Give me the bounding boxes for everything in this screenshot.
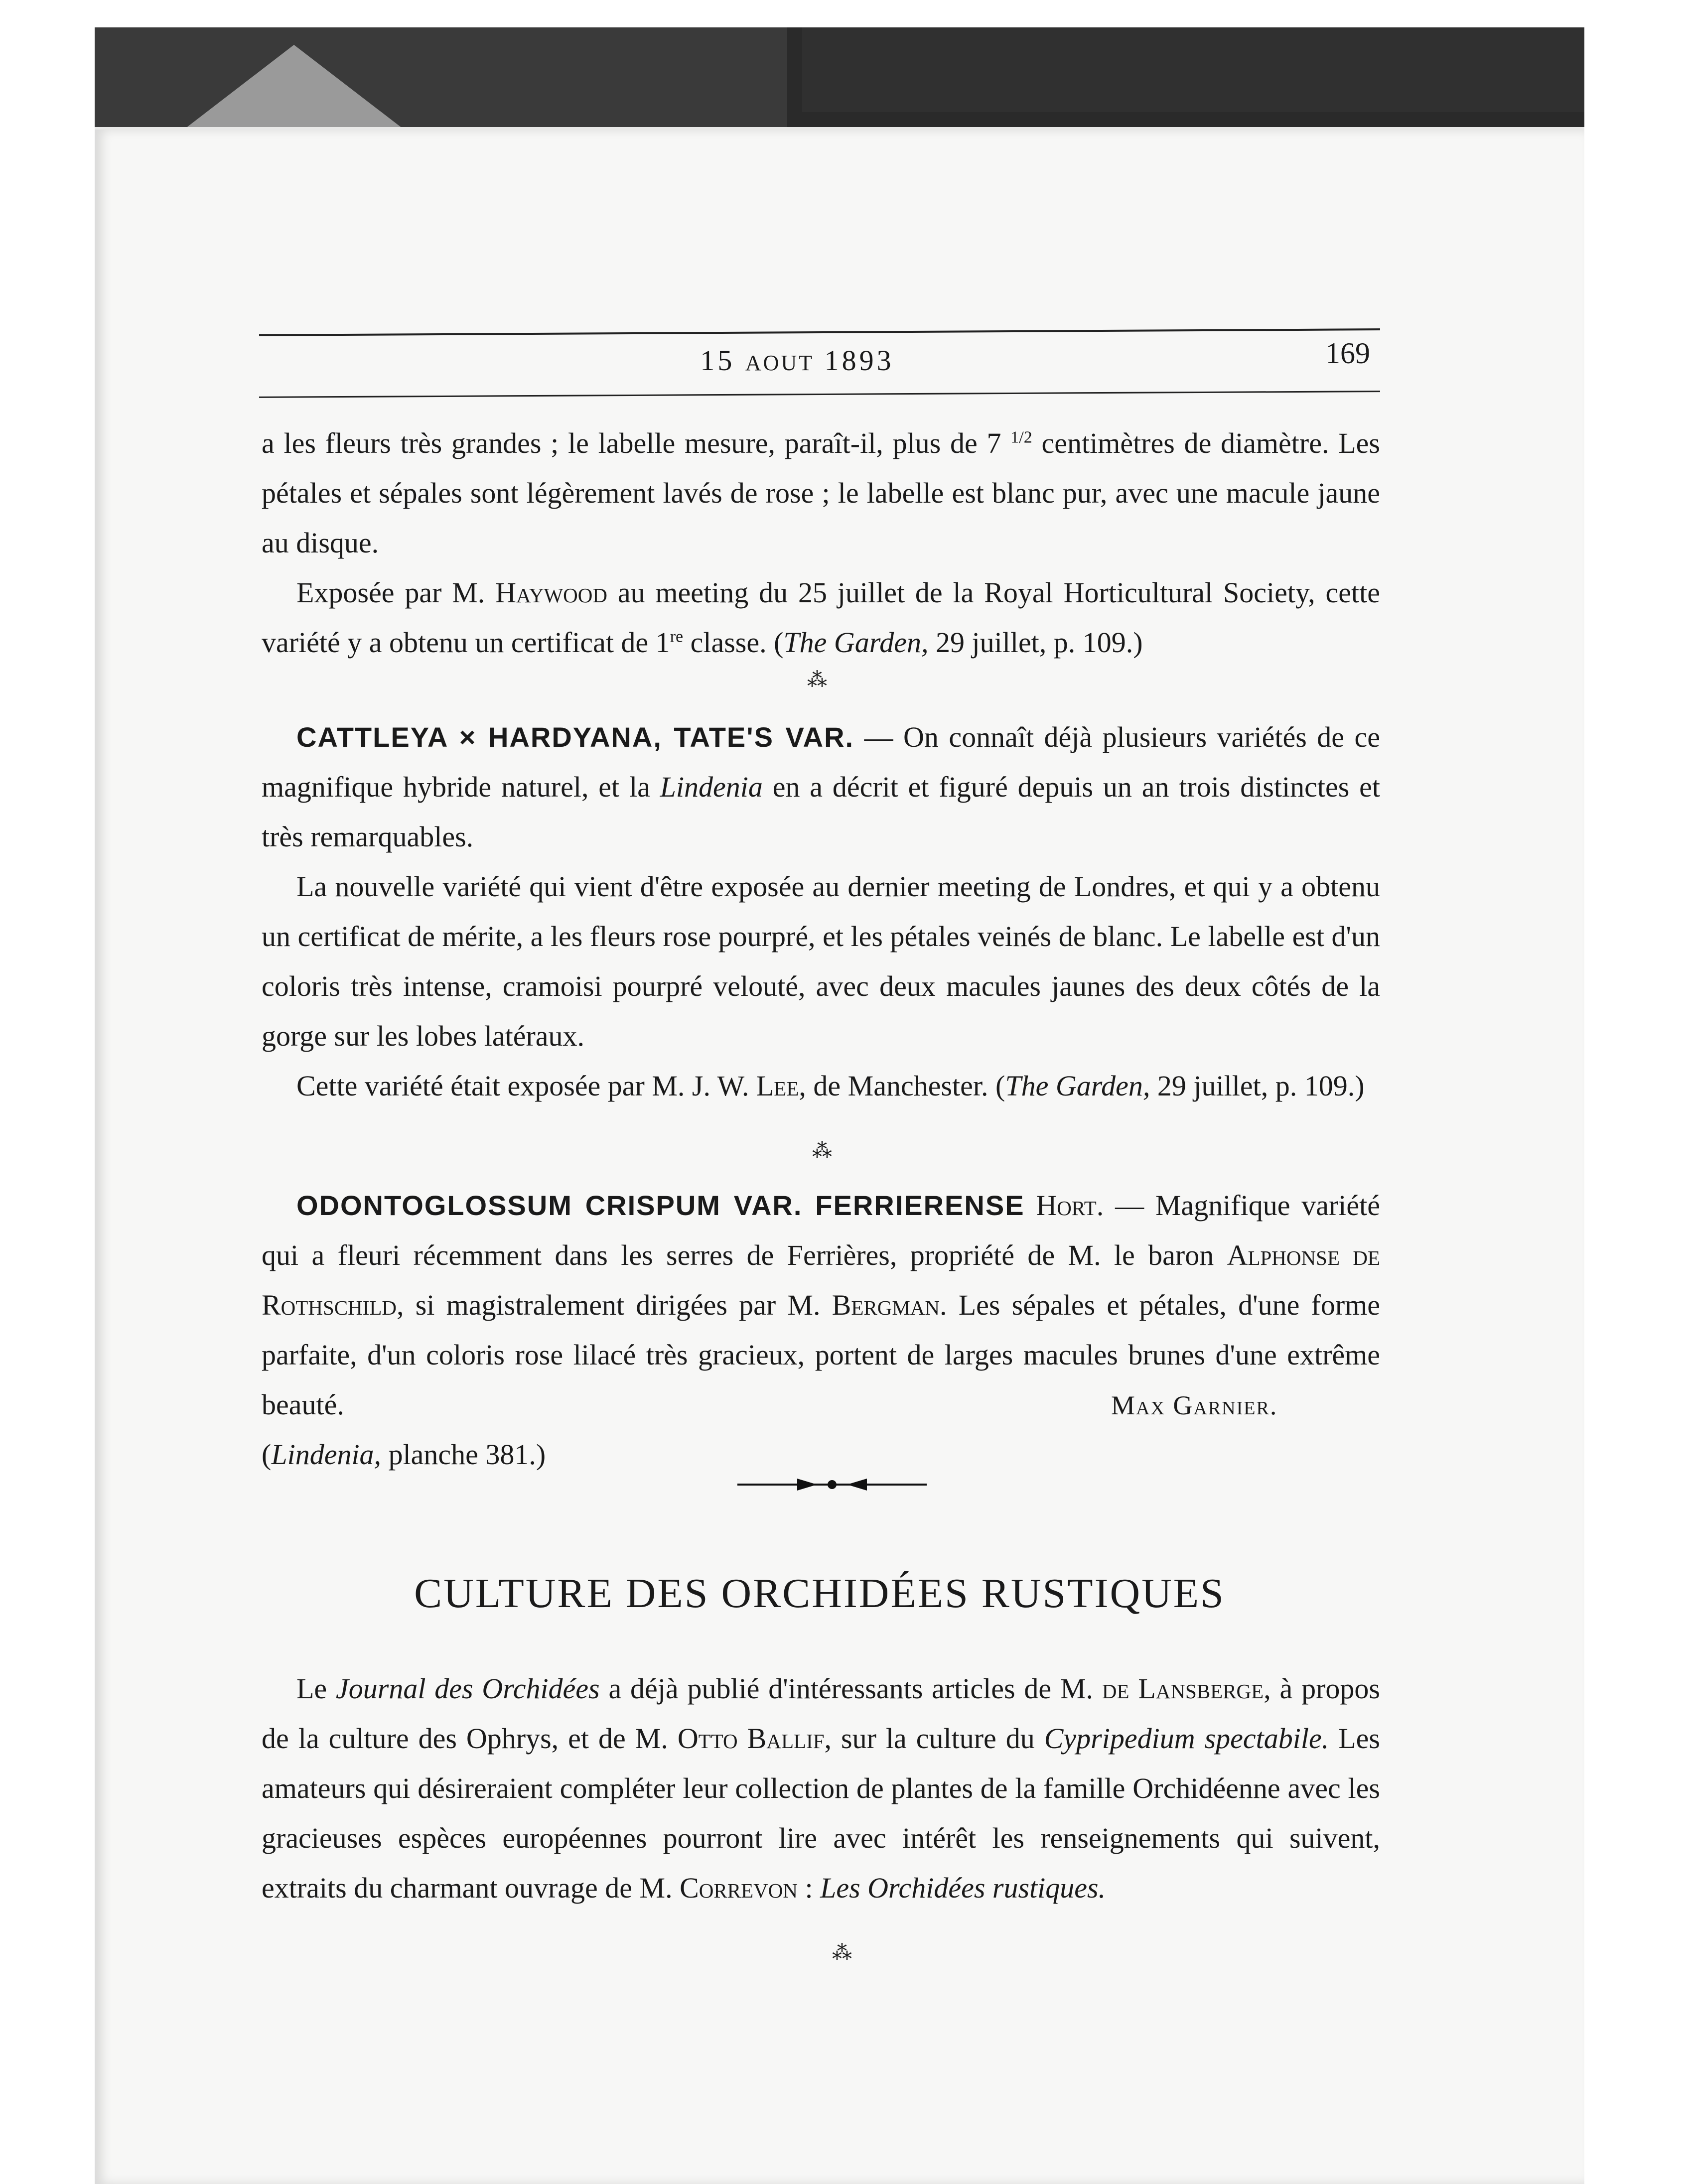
scanner-cover-right [802,27,1584,112]
header-date: 15 AOUT 1893 [700,344,894,377]
ornament-divider [737,1475,927,1495]
paragraph-7: Le Journal des Orchidées a déjà publié d'intéressants articles de M. de Lansberge, à propos de la culture des Ophrys, et de M. Otto Ballif, sur la culture du Cypripedium spectabile. Les amateurs qui désireraient compléter leur collection de plantes de la famille Orchidéenne avec les gracieuses espèces européennes pourront lire avec intérêt les renseignements qui suivent, extraits du charmant ouvrage de M. Correvon : Les Orchidées rustiques. [262,1672,1381,1904]
asterism-1: ⁂ [807,669,827,691]
page-number: 169 [1325,337,1370,370]
signature: Max Garnier. [1111,1390,1278,1420]
paragraph-1: a les fleurs très grandes ; le labelle mesure, paraît-il, plus de 7 $^{1/2}$ centimètres de diamètre. Les pétales et sépales sont légèrement lavés de rose ; le labelle est blanc pur, avec une macule jaune au disque. [262,427,1380,559]
paragraph-6: ODONTOGLOSSUM CRISPUM VAR. FERRIERENSE Hort. — Magnifique variété qui a fleuri récemment dans les serres de Ferrières, propriété de M. le baron Alphonse de Rothschild, si magistralement dirigées par M. Bergman. Les sépales et pétales, d'une forme parfaite, d'un coloris rose lilacé très gracieux, portent de larges macules brunes d'une extrême beauté. (Lindenia, planche 381.) [262,1189,1380,1471]
section-title: CULTURE DES ORCHIDÉES RUSTIQUES [414,1570,1225,1617]
paragraph-5: Cette variété était exposée par M. J. W. Lee, de Manchester. (The Garden, 29 juillet, p. 109.) [296,1070,1365,1102]
paragraph-4: La nouvelle variété qui vient d'être exposée au dernier meeting de Londres, et qui y a obtenu un certificat de mérite, a les fleurs rose pourpré, et les pétales veinés de blanc. Le labelle est d'un coloris très intense, cramoisi pourpré velouté, avec deux macules jaunes des deux côtés de la gorge sur les lobes latéraux. [262,870,1380,1052]
asterism-3: ⁂ [832,1941,852,1964]
paragraph-2: Exposée par M. Haywood au meeting du 25 juillet de la Royal Horticultural Society, cette variété y a obtenu un certificat de 1re classe. (The Garden, 29 juillet, p. 109.) [262,576,1381,659]
paragraph-3: CATTLEYA × HARDYANA, TATE'S VAR. — On connaît déjà plusieurs variétés de ce magnifique hybride naturel, et la Lindenia en a décrit et figuré depuis un an trois distinctes et très remarquables. [262,721,1380,853]
asterism-2: ⁂ [812,1139,832,1162]
